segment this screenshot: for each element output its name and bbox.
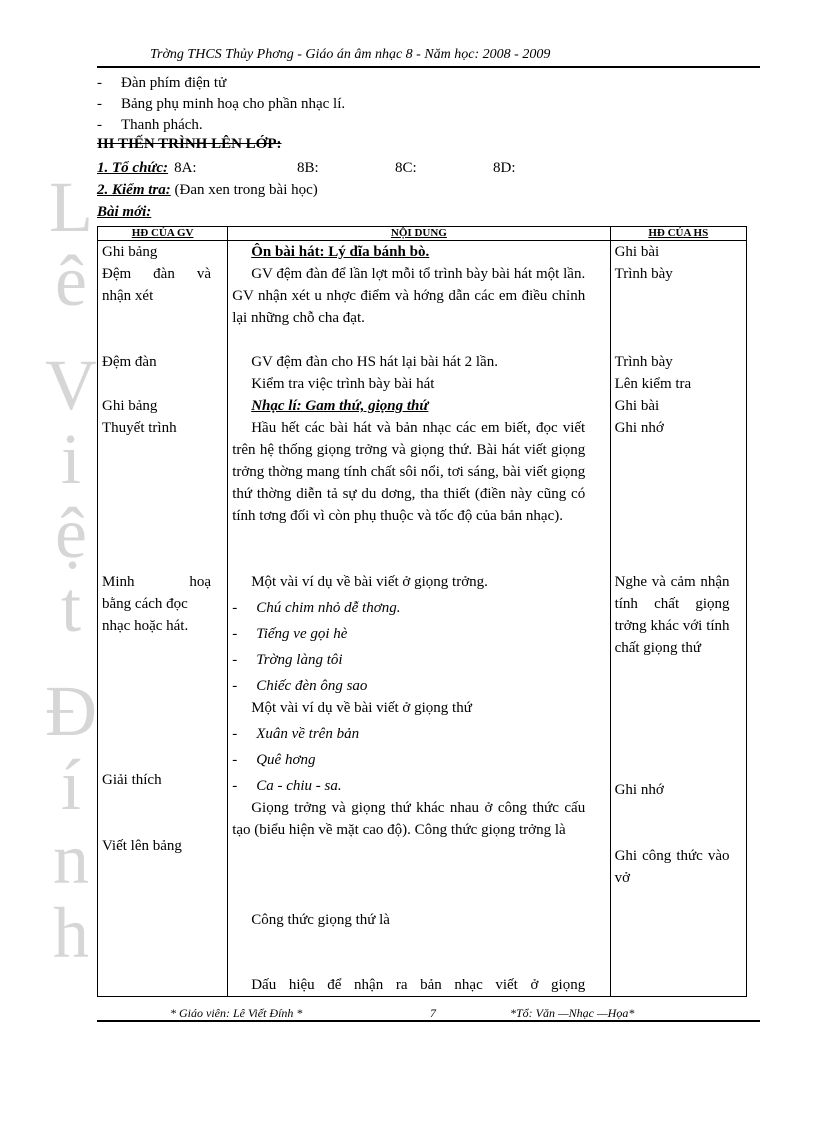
class-8c: 8C: (395, 160, 417, 176)
page-header: Trờng THCS Thủy Phơng - Giáo án âm nhạc 8 - Năm học: 2008 - 2009 (150, 47, 551, 62)
theory-title: Nhạc lí: Gam thứ, giọng thứ (251, 398, 429, 414)
organization-line: 1. Tổ chức: 8A: (97, 160, 197, 176)
example-major: - Chiếc đèn ông sao (232, 678, 368, 694)
class-8d: 8D: (493, 160, 516, 176)
footer-page: 7 (430, 1006, 436, 1020)
check-line: 2. Kiểm tra: (Đan xen trong bài học) (97, 182, 318, 198)
song-review-title: Ôn bài hát: Lý dĩa bánh bò. (251, 244, 430, 260)
footer-rule (97, 1020, 760, 1022)
example-major: - Chú chim nhỏ dễ thơng. (232, 600, 401, 616)
content-column: Ôn bài hát: Lý dĩa bánh bò. GV đệm đàn để lần lợt mỗi tổ trình bày bài hát một lần. GV nhận xét u nhợc điểm và hớng dẫn các em điều chỉnh lại những chỗ cha đạt. GV đệm đàn cho HS hát lại bài hát 2 lần. Kiểm tra việc trình bày bài hát Nhạc lí: Gam thứ, giọng thứ Hầu hết các bài hát và bản nhạc các em biết, đọc viết trên hệ thống giọng trởng và giọng thứ. Bài hát viết giọng trởng thờng mang tính chất sôi nổi, tơi sáng, bài viết giọng thứ thờng diễn tả sự du dơng, tha thiết (điền này cũng có tính tơng đối vì còn phụ thuộc và tốc độ của bản nhạc). Một vài ví dụ về bài viết ở giọng trởng. - Chú chim nhỏ dễ thơng. - Tiếng ve gọi hè - Trờng làng tôi - Chiếc đèn ông sao Một vài ví dụ về bài viết ở giọng thứ - Xuân về trên bản - Quê hơng - Ca - chiu - sa. Giọng trởng và giọng thứ khác nhau ở công thức cấu tạo (biểu hiện về mặt cao độ). Công thức giọng trởng là Công thức giọng thứ là Dấu hiệu để nhận ra bản nhạc viết ở giọng (228, 241, 610, 997)
material-item: - Đàn phím điện tử (97, 75, 227, 91)
section-title: III TIẾN TRÌNH LÊN LỚP: (97, 136, 282, 152)
watermark: L ê V i ệ t Đ í n h (45, 167, 97, 973)
header-hs: HĐ CỦA HS (610, 227, 746, 241)
example-minor: - Quê hơng (232, 752, 316, 768)
table-header-row (98, 227, 747, 241)
material-item: - Thanh phách. (97, 117, 203, 133)
gv-column: Ghi bảng Đệm đàn và nhận xét Đệm đàn Ghi bảng Thuyết trình Minh hoạ bằng cách đọc nhạc hoặc hát. Giải thích Viết lên bảng (98, 241, 228, 997)
table-row (98, 241, 747, 997)
footer-team: *Tổ: Văn —Nhạc —Họa* (510, 1006, 635, 1020)
example-major: - Tiếng ve gọi hè (232, 626, 348, 642)
example-major: - Trờng làng tôi (232, 652, 343, 668)
header-gv: HĐ CỦA GV (98, 227, 228, 241)
header-content: NỘI DUNG (228, 227, 610, 241)
footer-teacher: * Giáo viên: Lê Viết Đính * (170, 1006, 303, 1020)
material-item: - Bảng phụ minh hoạ cho phần nhạc lí. (97, 96, 346, 112)
example-minor: - Xuân về trên bản (232, 726, 360, 742)
hs-column: Ghi bài Trình bày Trình bày Lên kiểm tra Ghi bài Ghi nhớ Nghe và cảm nhận tính chất giọng trởng khác với tính chất giọng thứ Ghi nhớ Ghi công thức vào vở (610, 241, 746, 997)
header-rule (97, 66, 760, 68)
class-8b: 8B: (297, 160, 319, 176)
lesson-table (97, 226, 747, 997)
new-lesson-label: Bài mới: (97, 204, 152, 220)
example-minor: - Ca - chiu - sa. (232, 778, 342, 794)
